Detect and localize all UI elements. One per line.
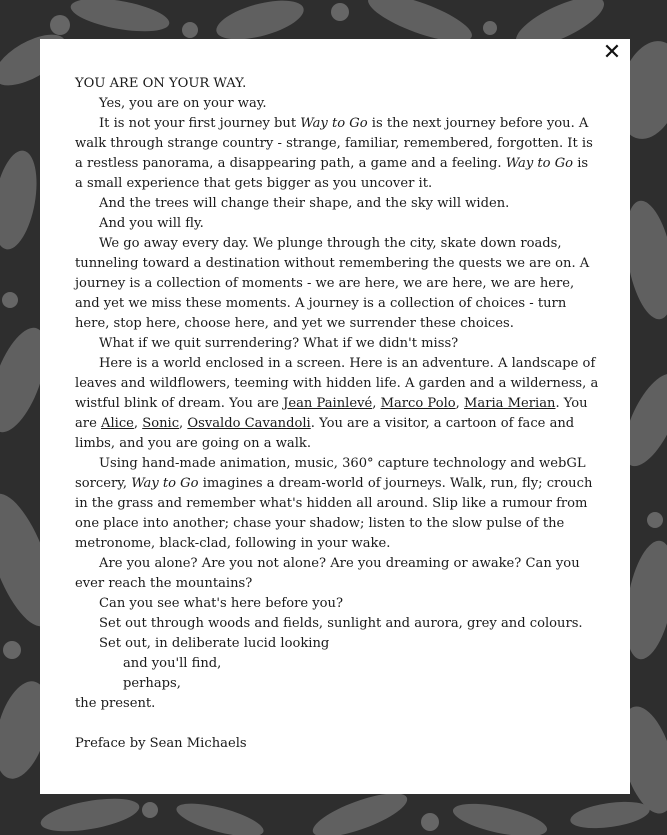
paragraph: What if we quit surrendering? What if we didn't miss? — [99, 336, 459, 351]
title-emphasis: Way to Go — [300, 116, 368, 131]
text-span: , — [455, 396, 464, 411]
link-marco-polo[interactable]: Marco Polo — [380, 396, 456, 411]
text-span: It is not your first journey but — [99, 116, 301, 131]
paragraph: Set out through woods and fields, sunlight and aurora, grey and colours. — [99, 616, 583, 631]
text-span: , — [179, 416, 188, 431]
paragraph: perhaps, — [123, 676, 181, 691]
link-jean-painleve[interactable]: Jean Painlevé — [283, 396, 373, 411]
text-span: Using hand-made animation, music, 360° capture technology and webGL sorcery, — [75, 456, 586, 491]
paragraph — [75, 354, 600, 454]
title-emphasis: Way to Go — [505, 156, 574, 171]
byline: Preface by Sean Michaels — [75, 736, 247, 751]
paragraph: And the trees will change their shape, and the sky will widen. — [99, 196, 510, 211]
paragraph: We go away every day. We plunge through the city, skate down roads, tunneling toward a destination without remembering the quests we are on. A journey is a collection of moments - we are here, we are here, we are here, and yet we miss these moments. A journey is a collection of choices - turn here, stop here, choose here, and yet we surrender these choices. — [75, 236, 590, 331]
paragraph — [75, 114, 600, 194]
link-osvaldo-cavandoli[interactable]: Osvaldo Cavandoli — [187, 416, 311, 431]
text-span: Here is a world enclosed in a screen. Here is an adventure. A landscape of leaves and wildflowers, teeming with hidden life. A garden and a wilderness, a wistful blink of dream. You are — [75, 356, 599, 411]
paragraph — [75, 454, 600, 554]
link-alice[interactable]: Alice — [100, 416, 134, 431]
paragraph: Can you see what's here before you? — [99, 596, 343, 611]
text-span: . You are — [75, 396, 588, 431]
preface-heading: YOU ARE ON YOUR WAY. — [75, 76, 247, 91]
text-span: , — [372, 396, 381, 411]
close-icon[interactable]: ✕ — [602, 40, 622, 65]
text-span: imagines a dream-world of journeys. Walk, run, fly; crouch in the grass and remember what's hidden all around. Slip like a rumour from one place into another; chase your shadow; listen to the slow pulse of the metronome, black-clad, following in your wake. — [75, 476, 593, 551]
preface-text — [75, 74, 600, 754]
paragraph: the present. — [75, 696, 156, 711]
paragraph: Set out, in deliberate lucid looking — [99, 636, 330, 651]
paragraph: And you will fly. — [99, 216, 204, 231]
paragraph: Are you alone? Are you not alone? Are you dreaming or awake? Can you ever reach the mountains? — [75, 556, 580, 591]
link-maria-merian[interactable]: Maria Merian — [463, 396, 556, 411]
preface-dialog — [40, 39, 630, 794]
paragraph: Yes, you are on your way. — [99, 96, 267, 111]
text-span: is the next journey before you. A walk through strange country - strange, familiar, remembered, forgotten. It is a restless panorama, a disappearing path, a game and a feeling. — [75, 116, 593, 171]
spacer — [75, 714, 600, 734]
text-span: , — [133, 416, 143, 431]
link-sonic[interactable]: Sonic — [142, 416, 180, 431]
title-emphasis: Way to Go — [131, 476, 199, 491]
text-span: . You are a visitor, a cartoon of face and limbs, and you are going on a walk. — [75, 416, 575, 451]
text-span: is a small experience that gets bigger as you uncover it. — [75, 156, 589, 191]
paragraph: and you'll find, — [123, 656, 222, 671]
